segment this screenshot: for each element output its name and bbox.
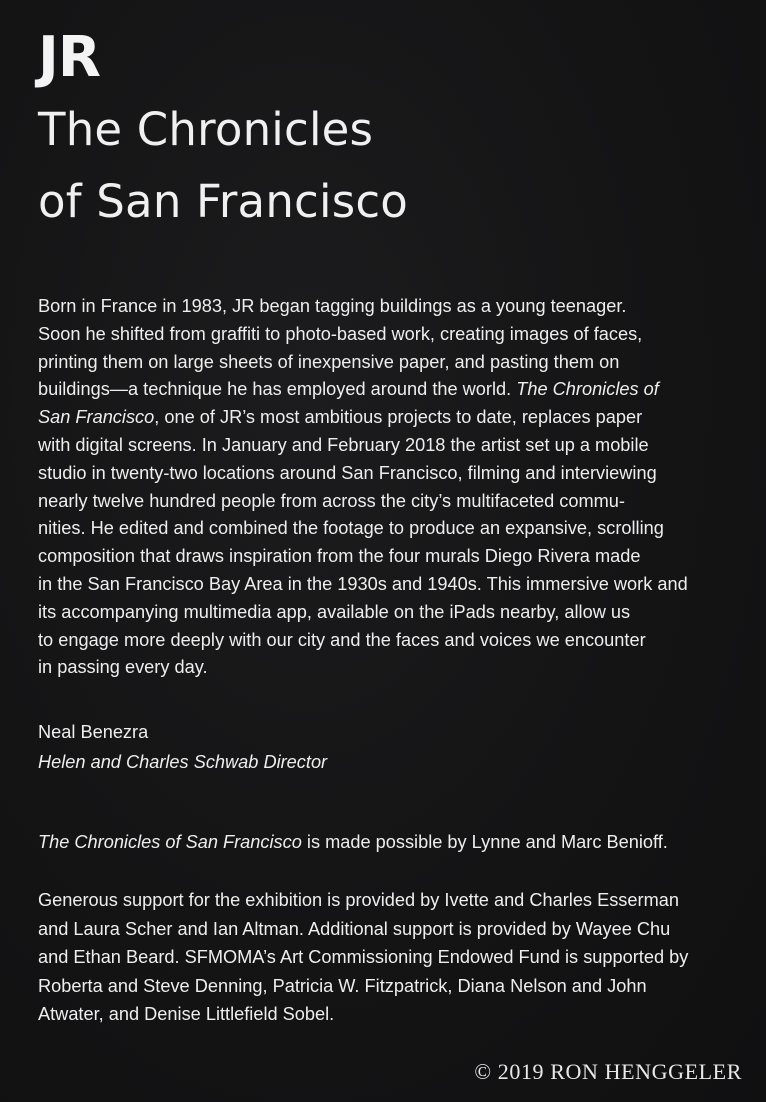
- exhibition-title-line-1: The Chronicles: [38, 103, 374, 156]
- text-line: in passing every day.: [38, 657, 208, 678]
- title-block: [38, 22, 738, 238]
- signatory-role: Helen and Charles Schwab Director: [38, 752, 328, 772]
- text-line: in the San Francisco Bay Area in the 1930s and 1940s. This immersive work and: [38, 573, 688, 594]
- introduction-paragraph: [38, 293, 738, 682]
- text-line: its accompanying multimedia app, available on the iPads nearby, allow us: [38, 601, 631, 622]
- copyright-watermark: © 2019 RON HENGGELER: [474, 1059, 742, 1084]
- sponsor-credit-text: is made possible by Lynne and Marc Benioff.: [301, 832, 668, 852]
- text-line: printing them on large sheets of inexpensive paper, and pasting them on: [38, 351, 620, 372]
- text-line: studio in twenty-two locations around San Francisco, filming and interviewing: [38, 462, 657, 483]
- exhibition-title-line-2: of San Francisco: [38, 175, 409, 228]
- text-line: Born in France in 1983, JR began tagging buildings as a young teenager.: [38, 296, 627, 316]
- text-line: nearly twelve hundred people from across the city’s multifaceted commu-: [38, 490, 625, 511]
- text-line: composition that draws inspiration from the four murals Diego Rivera made: [38, 546, 641, 567]
- text-line: nities. He edited and combined the footage to produce an expansive, scrolling: [38, 518, 664, 539]
- signatory-name: Neal Benezra: [38, 722, 149, 742]
- artist-name: JR: [38, 25, 100, 90]
- text-line: buildings—a technique he has employed around the world. The Chronicles of: [38, 379, 659, 400]
- text-line: San Francisco, one of JR’s most ambitious projects to date, replaces paper: [38, 407, 643, 428]
- text-line: Soon he shifted from graffiti to photo-based work, creating images of faces,: [38, 323, 643, 344]
- support-line: Generous support for the exhibition is provided by Ivette and Charles Esserman: [38, 890, 679, 910]
- text-line: with digital screens. In January and February 2018 the artist set up a mobile: [38, 434, 649, 455]
- sponsor-credit-title: The Chronicles of San Francisco: [38, 832, 302, 852]
- support-line: and Laura Scher and Ian Altman. Additional support is provided by Wayee Chu: [38, 918, 671, 939]
- support-line: Atwater, and Denise Littlefield Sobel.: [38, 1004, 335, 1025]
- signature-block: [38, 717, 327, 777]
- sponsor-credit: [38, 828, 738, 856]
- text-line: to engage more deeply with our city and the faces and voices we encounter: [38, 629, 646, 650]
- support-credits: [38, 886, 743, 1029]
- support-line: Roberta and Steve Denning, Patricia W. Fitzpatrick, Diana Nelson and John: [38, 975, 647, 996]
- support-line: and Ethan Beard. SFMOMA’s Art Commissioning Endowed Fund is supported by: [38, 947, 689, 968]
